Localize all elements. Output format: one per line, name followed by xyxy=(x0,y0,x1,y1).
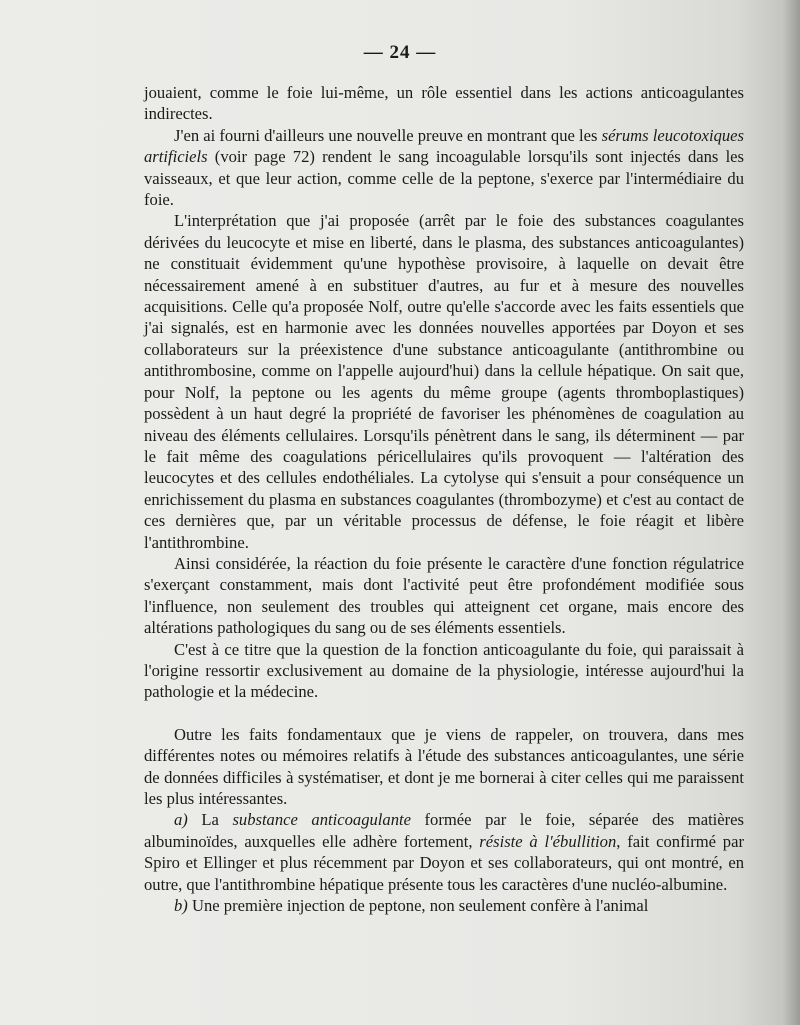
paragraph-serums-leucotoxiques xyxy=(144,125,744,211)
paragraph-text: La xyxy=(187,810,233,830)
paragraph-text: J'en ai fourni d'ailleurs une nouvelle preuve en montrant que les xyxy=(174,125,602,145)
italic-term: sérums leucotoxiques artificiels xyxy=(144,125,745,167)
paragraph-interpretation: L'interprétation que j'ai proposée (arrêt par le foie des substances coagulantes dérivées du leucocyte et mise en liberté, dans le plasma, des substances anticoagulantes) ne constituait évidemment qu'une hypothèse provisoire, à laquelle on devait être nécessairement amené à en substituer d'autres, au fur et à mesure des nouvelles acquisitions. Celle qu'a proposée Nolf, outre qu'elle s'accorde avec les faits essentiels que j'ai signalés, est en harmonie avec les données nouvelles apportées par Doyon et ses collaborateurs sur la préexistence d'une substance anticoagulante (antithrombine ou antithrombosine, comme on l'appelle aujourd'hui) dans la cellule hépatique. On sait que, pour Nolf, la peptone ou les agents du même groupe (agents thromboplastiques) possèdent à un haut degré la propriété de favoriser les phénomènes de coagulation au niveau des éléments cellulaires. Lorsqu'ils pénètrent dans le sang, ils déterminent — par le fait même des coagulations péricellulaires qu'ils provoquent — l'altération des leucocytes et des cellules endothéliales. La cytolyse qui s'ensuit a pour conséquence un enrichissement du plasma en substances coagulantes (thrombozyme) et c'est au contact de ces dernières que, par un véritable processus de défense, le foie réagit et libère l'antithrombine. xyxy=(144,211,744,552)
paragraph-continuation: jouaient, comme le foie lui-même, un rôle essentiel dans les actions anticoagulantes indirectes. xyxy=(144,83,744,124)
paragraph-outre-les-faits: Outre les faits fondamentaux que je viens de rappeler, on trouvera, dans mes différentes notes ou mémoires relatifs à l'étude des substances anticoagulantes, une série de données difficiles à systématiser, et dont je me bornerai à citer celles qui me paraissent les plus intéressantes. xyxy=(144,724,744,808)
list-label: b) xyxy=(174,896,188,916)
page-number: — 24 — xyxy=(363,42,437,63)
list-item-b xyxy=(144,895,744,916)
italic-term: résiste à l'ébullition xyxy=(479,831,617,851)
italic-term: substance anticoagulante xyxy=(232,810,411,830)
paragraph-text: Une première injection de peptone, non seulement confère à l'animal xyxy=(187,896,649,916)
paragraph-text: formée par le foie, séparée des matières albuminoïdes, auxquelles elle adhère fortement, xyxy=(144,810,744,851)
list-label: a) xyxy=(174,810,188,830)
paragraph-text: , fait confirmé par Spiro et Ellinger et plus récemment par Doyon et ses collaborateurs, qui ont montré, en outre, que l'antithrombine hépatique présente tous les caractères d'une nucléo-albumine. xyxy=(144,831,744,894)
paragraph-text: (voir page 72) rendent le sang incoagulable lorsqu'ils sont injectés dans les vaisseaux, et que leur action, comme celle de la peptone, s'exerce par l'intermédiaire du foie. xyxy=(144,147,744,210)
paragraph-fonction-regulatrice: Ainsi considérée, la réaction du foie présente le caractère d'une fonction régulatrice s'exerçant constamment, mais dont l'activité peut être profondément modifiée sous l'influence, non seulement des troubles qui atteignent cet organe, mais encore des altérations pathologiques du sang ou de ses éléments essentiels. xyxy=(144,553,744,638)
page-edge-shadow xyxy=(782,0,800,1025)
body-text xyxy=(144,82,744,916)
paragraph-pathologie: C'est à ce titre que la question de la fonction anticoagulante du foie, qui paraissait à l'origine ressortir exclusivement au domaine de la physiologie, intéresse aujourd'hui la pathologie et la médecine. xyxy=(144,639,744,702)
list-item-a xyxy=(144,809,744,895)
